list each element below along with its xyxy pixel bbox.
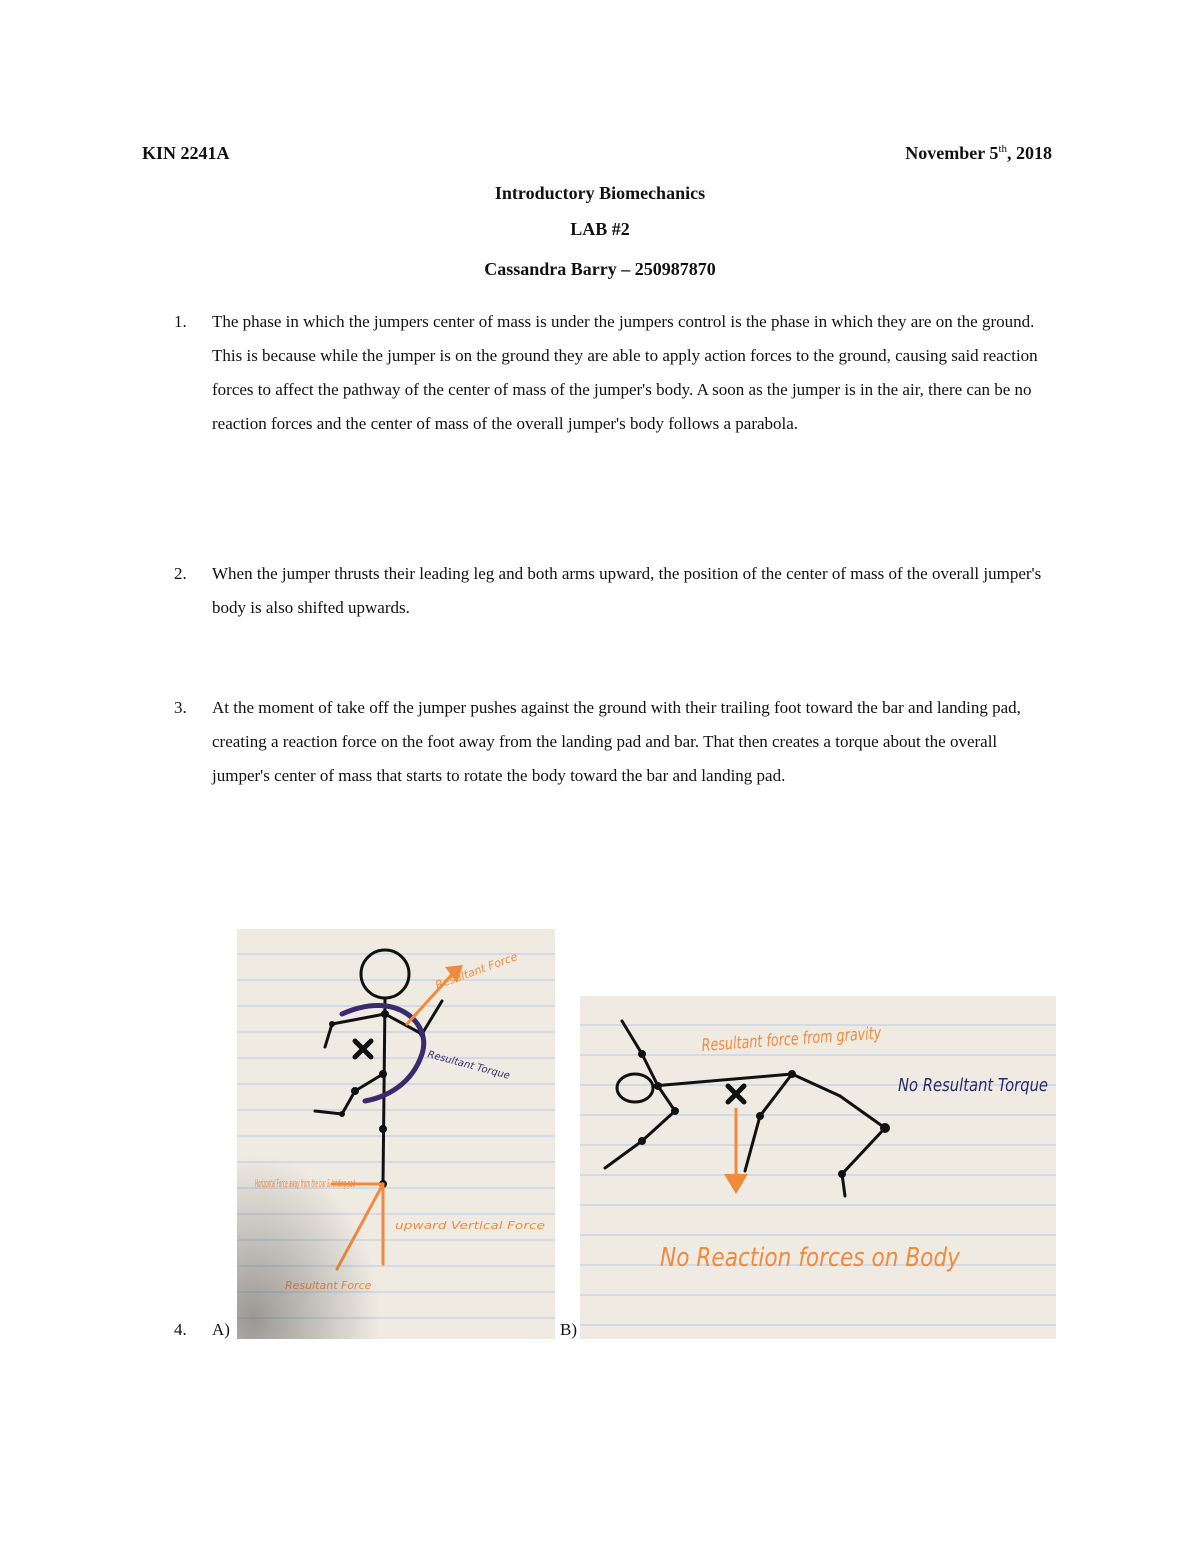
date-suffix: th xyxy=(998,143,1007,155)
question-number: 1. xyxy=(174,312,187,331)
question-1 xyxy=(174,305,1054,441)
figure-label-a: A) xyxy=(212,1320,230,1339)
label-gravity: Resultant force from gravity xyxy=(700,1019,942,1056)
question-2 xyxy=(174,557,1054,625)
label-no-torque: No Resultant Torque xyxy=(898,1075,1048,1096)
question-answer: When the jumper thrusts their leading leg and both arms upward, the position of the center of mass of the overall jumper's body is also shifted upwards. xyxy=(212,564,1042,617)
figure-label-b: B) xyxy=(560,1320,577,1339)
document-date xyxy=(905,143,1052,164)
course-code: KIN 2241A xyxy=(142,143,230,163)
question-answer: The phase in which the jumpers center of mass is under the jumpers control is the phase in which they are on the ground. This is because while the jumper is on the ground they are able to apply action forces to the ground, causing said reaction forces to affect the pathway of the center of mass of the jumper's body. A soon as the jumper is in the air, there can be no reaction forces and the center of mass of the overall jumper's body follows a parabola. xyxy=(212,312,1038,433)
author-line: Cassandra Barry – 250987870 xyxy=(484,259,716,279)
date-main: November 5 xyxy=(905,143,999,163)
date-year: , 2018 xyxy=(1007,143,1052,163)
question-answer: At the moment of take off the jumper pushes against the ground with their trailing foot toward the bar and landing pad, creating a reaction force on the foot away from the landing pad and bar. That then creates a torque about the overall jumper's center of mass that starts to rotate the body toward the bar and landing pad. xyxy=(212,698,1021,785)
lab-title: LAB #2 xyxy=(570,219,630,239)
question-number: 2. xyxy=(174,564,187,583)
sketch-photo-b xyxy=(580,996,1056,1339)
question-4-number: 4. xyxy=(174,1320,187,1339)
question-number: 3. xyxy=(174,698,187,717)
course-title: Introductory Biomechanics xyxy=(494,183,706,203)
label-no-reaction: No Reaction forces on Body xyxy=(660,1243,961,1273)
flight-sketch xyxy=(580,996,1056,1339)
sketch-photo-a xyxy=(237,929,555,1339)
question-3 xyxy=(174,691,1054,793)
takeoff-sketch xyxy=(237,929,555,1339)
